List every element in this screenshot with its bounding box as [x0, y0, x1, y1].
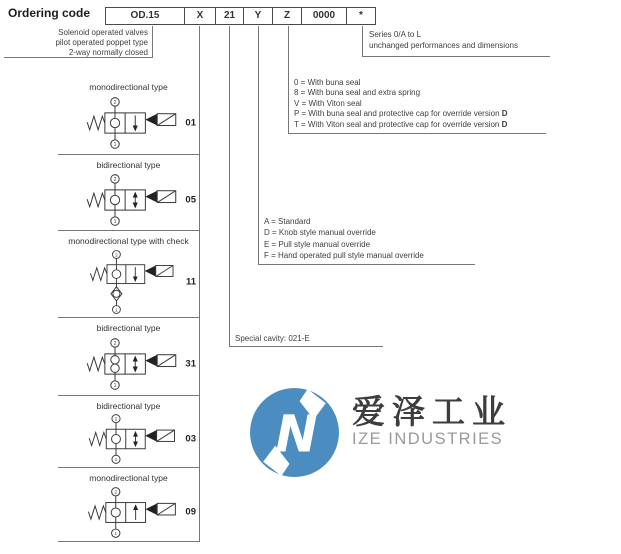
valve-type-code: 01 — [185, 117, 196, 129]
valve-type-label: bidirectional type — [96, 323, 161, 333]
watermark-logo — [247, 385, 512, 480]
connector-line-valve-type — [199, 26, 200, 542]
family-line-1: Solenoid operated valves — [58, 28, 148, 37]
valve-symbol-bidirectional-double-icon — [72, 337, 185, 391]
page-title: Ordering code — [8, 6, 91, 20]
valve-type-section-09 — [58, 468, 199, 542]
seal-option: 0 = With buna seal — [294, 77, 361, 87]
seal-option: 8 = With buna seal and extra spring — [294, 88, 421, 98]
seal-option: V = With Viton seal — [294, 98, 362, 108]
family-line-3: 2-way normally closed — [68, 48, 148, 57]
valve-symbol-monodirectional-icon — [72, 96, 185, 150]
seal-option: P = With buna seal and protective cap for override version D — [294, 109, 508, 119]
series-line-2: unchanged performances and dimensions — [369, 41, 518, 50]
valve-type-code: 09 — [185, 506, 196, 518]
svg-text:2: 2 — [113, 340, 117, 347]
ordering-code-table — [105, 7, 376, 25]
svg-text:N: N — [275, 404, 318, 464]
valve-symbol-bidirectional-icon — [75, 413, 183, 465]
override-option: A = Standard — [264, 217, 311, 227]
valve-type-code: 03 — [185, 433, 196, 445]
code-cell-voltage: 0000 — [301, 8, 346, 24]
override-option: D = Knob style manual override — [264, 228, 376, 238]
valve-type-column — [58, 58, 199, 542]
svg-text:2: 2 — [113, 490, 117, 496]
svg-text:1: 1 — [114, 458, 117, 464]
svg-text:1: 1 — [113, 531, 117, 537]
special-cavity-note: Special cavity: 021-E — [235, 334, 310, 343]
series-line-1: Series 0/A to L — [369, 30, 422, 39]
valve-type-label: monodirectional type — [89, 82, 168, 92]
valve-type-section-03 — [58, 396, 199, 468]
valve-symbol-bidirectional-icon — [72, 173, 185, 227]
valve-symbol-mono-check-icon — [74, 249, 184, 315]
valve-type-section-01 — [58, 58, 199, 155]
valve-type-code: 11 — [185, 276, 196, 287]
family-description — [4, 26, 153, 58]
override-option: E = Pull style manual override — [264, 239, 371, 249]
valve-type-label: bidirectional type — [96, 401, 161, 411]
svg-text:1: 1 — [114, 306, 118, 312]
valve-type-label: bidirectional type — [96, 160, 161, 170]
seal-option: T = With Viton seal and protective cap for override version D — [294, 119, 508, 129]
logo-english-text: IZE INDUSTRIES — [352, 430, 504, 448]
valve-type-section-05 — [58, 155, 199, 231]
code-cell-series: * — [346, 8, 375, 24]
svg-text:2: 2 — [114, 417, 117, 423]
svg-text:1: 1 — [113, 383, 117, 390]
family-line-2: pilot operated poppet type — [55, 38, 148, 47]
code-cell-seal: Z — [272, 8, 301, 24]
code-cell-override: Y — [243, 8, 272, 24]
code-cell-model: OD.15 — [130, 10, 160, 21]
valve-type-section-31 — [58, 318, 199, 396]
valve-type-label: monodirectional type with check — [68, 236, 189, 246]
valve-type-code: 05 — [185, 194, 196, 206]
svg-text:1: 1 — [113, 142, 117, 149]
valve-type-code: 31 — [185, 358, 196, 370]
valve-symbol-monodirectional-up-icon — [74, 486, 184, 539]
svg-text:2: 2 — [113, 176, 117, 183]
code-cell-cavity: 21 — [215, 8, 243, 24]
svg-text:2: 2 — [114, 251, 118, 257]
svg-text:2: 2 — [113, 99, 117, 106]
svg-text:1: 1 — [113, 219, 117, 226]
code-cell-type: X — [184, 8, 215, 24]
ize-logo-icon — [247, 385, 342, 480]
logo-chinese-text: 爱泽工业 — [352, 393, 512, 430]
special-cavity-box — [229, 26, 383, 347]
valve-type-section-11 — [58, 231, 199, 318]
valve-type-label: monodirectional type — [89, 473, 168, 483]
override-option: F = Hand operated pull style manual override — [264, 250, 424, 260]
